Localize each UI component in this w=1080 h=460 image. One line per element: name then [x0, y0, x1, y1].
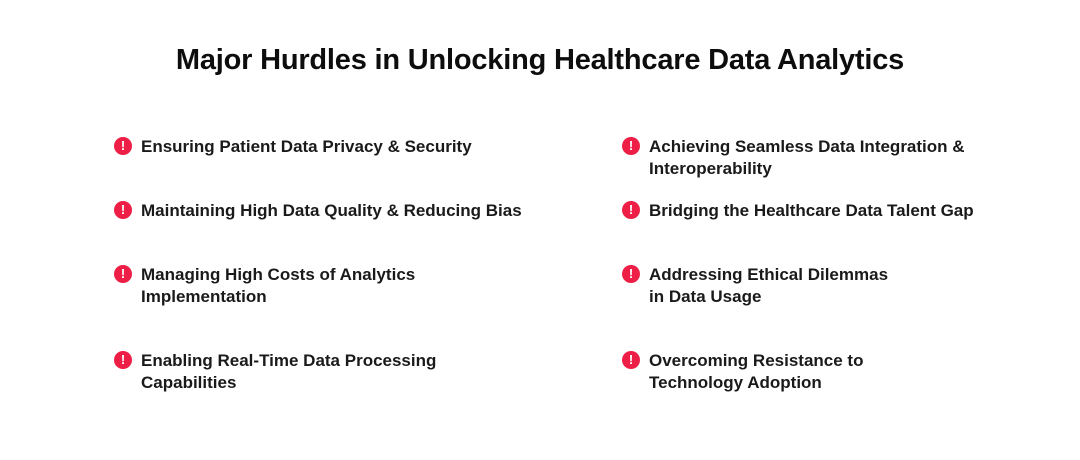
exclamation-icon: !	[114, 265, 132, 283]
exclamation-icon: !	[114, 137, 132, 155]
exclamation-icon: !	[114, 351, 132, 369]
exclamation-icon: !	[622, 201, 640, 219]
exclamation-icon: !	[622, 351, 640, 369]
list-item	[114, 264, 415, 308]
item-label: Addressing Ethical Dilemmas in Data Usage	[649, 265, 889, 306]
item-label: Bridging the Healthcare Data Talent Gap	[649, 201, 974, 220]
item-label: Overcoming Resistance to Technology Adoption	[649, 351, 864, 392]
list-item	[622, 136, 965, 180]
list-item	[114, 136, 472, 158]
list-item	[622, 200, 974, 222]
item-label: Managing High Costs of Analytics Implementation	[141, 265, 416, 306]
item-label: Achieving Seamless Data Integration & Interoperability	[649, 137, 965, 178]
page-title: Major Hurdles in Unlocking Healthcare Data Analytics	[175, 44, 905, 76]
exclamation-icon: !	[114, 201, 132, 219]
list-item	[622, 264, 888, 308]
exclamation-icon: !	[622, 265, 640, 283]
exclamation-icon: !	[622, 137, 640, 155]
list-item	[114, 350, 436, 394]
list-item	[622, 350, 863, 394]
item-label: Maintaining High Data Quality & Reducing Bias	[141, 201, 522, 220]
item-label: Enabling Real-Time Data Processing Capabilities	[141, 351, 437, 392]
item-label: Ensuring Patient Data Privacy & Security	[141, 137, 472, 156]
list-item	[114, 200, 522, 222]
